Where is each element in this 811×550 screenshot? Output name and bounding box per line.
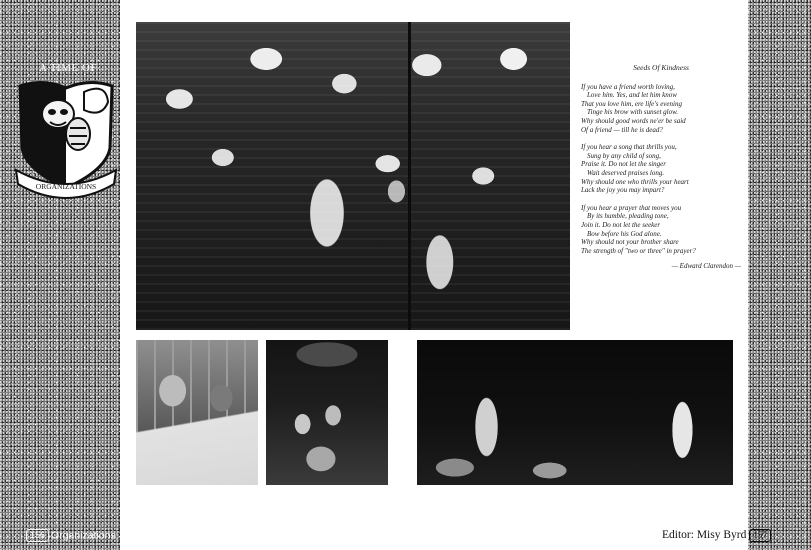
poem-line: Wait deserved praises long.	[587, 168, 665, 177]
section-label: Organizations	[51, 529, 116, 542]
poem-line: Praise it. Do not let the singer	[581, 160, 666, 169]
poem-line: Lack the joy you may impart?	[581, 186, 665, 195]
page-number-right: 157	[749, 529, 771, 542]
poem-line: Bow before his God alone.	[587, 229, 662, 238]
poem-stanza	[581, 83, 741, 135]
poem-line: By its humble, pleading tone,	[587, 212, 669, 221]
page-gutter	[408, 22, 411, 330]
poem-line: That you love him, ere life's evening	[581, 99, 682, 108]
poem-line: Join it. Do not let the seeker	[581, 220, 661, 229]
poem-line: If you have a friend worth loving,	[581, 82, 675, 91]
poem-line: Why should good words ne'er be said	[581, 116, 686, 125]
page-number-left: 156	[26, 529, 49, 542]
poem-line: Sung by any child of song,	[587, 151, 661, 160]
poem-attribution: — Edward Clarendon —	[671, 262, 741, 271]
organizations-logo	[14, 62, 118, 212]
right-page-border	[748, 0, 811, 550]
stage-performance-photo	[417, 340, 733, 485]
poem-line: Why should one who thrills your heart	[581, 177, 689, 186]
poem-line: If you hear a song that thrills you,	[581, 143, 677, 152]
logo-title-top: A TIME OF	[39, 62, 98, 74]
students-studying-photo	[136, 340, 258, 485]
poem-stanza	[581, 143, 741, 195]
students-at-table-photo	[266, 340, 388, 485]
poem-line: Love him. Yes, and let him know	[587, 91, 677, 100]
editor-credit: Editor: Misy Byrd	[662, 529, 747, 542]
left-page-footer	[26, 529, 116, 542]
logo-title-bottom: ORGANIZATIONS	[35, 182, 97, 191]
poem-line: If you hear a prayer that moves you	[581, 203, 682, 212]
poem-line: Why should not your brother share	[581, 238, 679, 247]
poem-line: Tinge his brow with sunset glow.	[587, 108, 679, 117]
poem-line: The strength of "two or three" in prayer?	[581, 246, 696, 255]
crowd-cheering-photo	[136, 22, 570, 330]
poem-stanza	[581, 204, 741, 256]
poem-title: Seeds Of Kindness	[633, 63, 689, 72]
right-page-footer	[662, 529, 771, 542]
poem-block	[581, 64, 741, 271]
poem-line: Of a friend — till he is dead?	[581, 125, 663, 134]
